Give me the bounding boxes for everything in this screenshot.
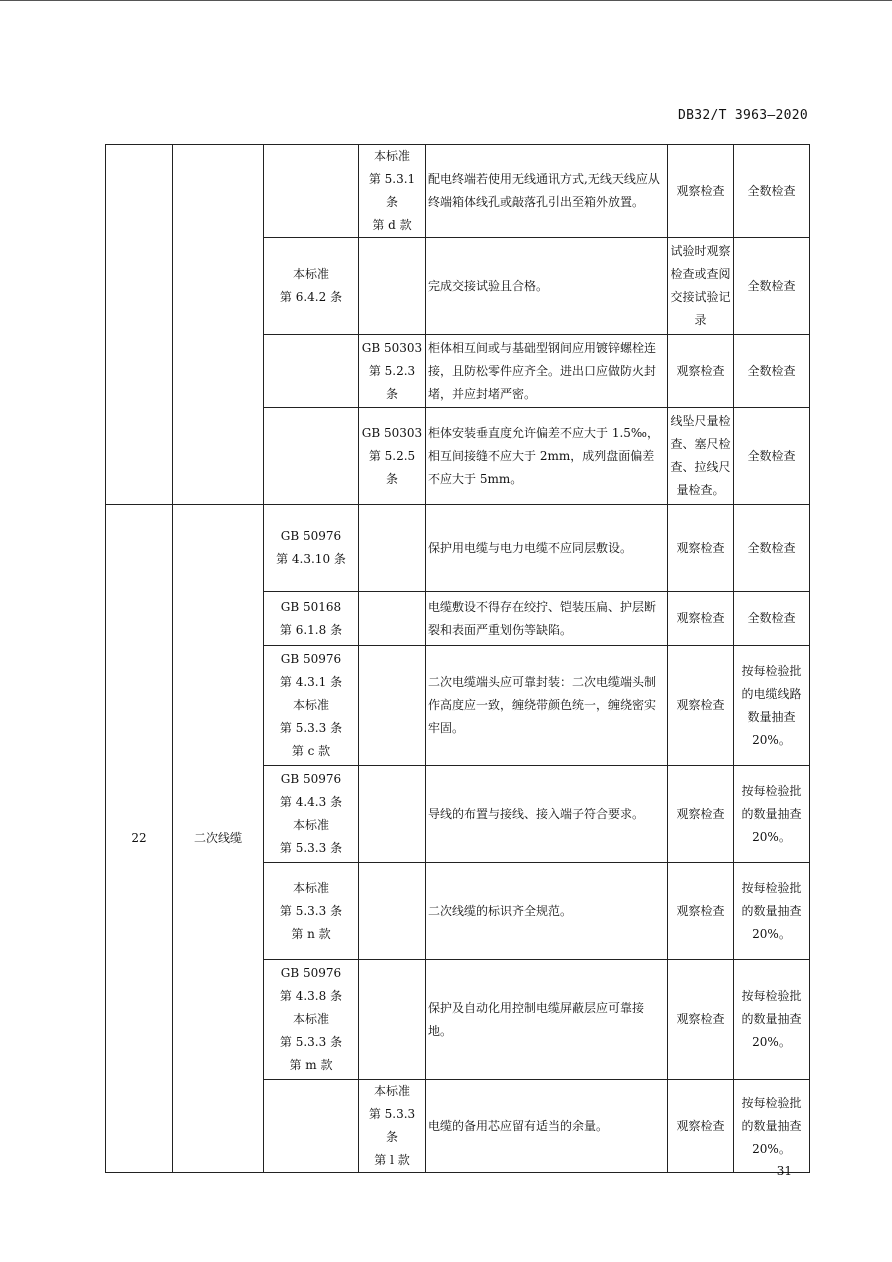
basis-b-cell: GB 50303 第 5.2.3 条 <box>359 335 426 408</box>
content-cell: 保护用电缆与电力电缆不应同层敷设。 <box>426 505 668 592</box>
content-cell: 电缆敷设不得存在绞拧、铠装压扁、护层断裂和表面严重划伤等缺陷。 <box>426 592 668 646</box>
basis-b-cell <box>359 646 426 766</box>
basis-b-cell <box>359 766 426 863</box>
item-name-cell: 二次线缆 <box>173 505 264 1173</box>
scope-cell: 全数检查 <box>734 408 810 505</box>
basis-a-cell: GB 50168 第 6.1.8 条 <box>264 592 359 646</box>
scope-cell: 按每检验批的数量抽查 20%。 <box>734 863 810 960</box>
method-cell: 观察检查 <box>668 960 734 1080</box>
scope-cell: 全数检查 <box>734 592 810 646</box>
content-cell: 完成交接试验且合格。 <box>426 238 668 335</box>
basis-a-cell: 本标准 第 6.4.2 条 <box>264 238 359 335</box>
item-no-cell: 22 <box>106 505 173 1173</box>
basis-a-cell: GB 50976 第 4.3.1 条 本标准 第 5.3.3 条 第 c 款 <box>264 646 359 766</box>
page-number: 31 <box>776 1164 792 1178</box>
basis-b-cell <box>359 863 426 960</box>
inspection-table <box>105 144 810 1173</box>
item-no-cell <box>106 145 173 505</box>
item-name-cell <box>173 145 264 505</box>
content-cell: 二次线缆的标识齐全规范。 <box>426 863 668 960</box>
scope-cell: 按每检验批的数量抽查 20%。 <box>734 1080 810 1173</box>
basis-b-cell <box>359 505 426 592</box>
basis-b-cell <box>359 592 426 646</box>
page-top-border <box>0 0 892 1</box>
basis-a-cell <box>264 408 359 505</box>
basis-b-cell: GB 50303 第 5.2.5 条 <box>359 408 426 505</box>
document-code: DB32/T 3963—2020 <box>677 108 808 123</box>
method-cell: 观察检查 <box>668 863 734 960</box>
content-cell: 配电终端若使用无线通讯方式,无线天线应从终端箱体线孔或敲落孔引出至箱外放置。 <box>426 145 668 238</box>
method-cell: 观察检查 <box>668 766 734 863</box>
content-cell: 柜体安装垂直度允许偏差不应大于 1.5‰，相互间接缝不应大于 2mm，成列盘面偏差不应大于 5mm。 <box>426 408 668 505</box>
basis-b-cell: 本标准 第 5.3.3 条 第 l 款 <box>359 1080 426 1173</box>
content-cell: 保护及自动化用控制电缆屏蔽层应可靠接地。 <box>426 960 668 1080</box>
scope-cell: 全数检查 <box>734 335 810 408</box>
scope-cell: 按每检验批的数量抽查 20%。 <box>734 960 810 1080</box>
table-row <box>106 505 810 592</box>
table-row <box>106 145 810 238</box>
basis-b-cell <box>359 238 426 335</box>
scope-cell: 全数检查 <box>734 505 810 592</box>
method-cell: 观察检查 <box>668 646 734 766</box>
content-cell: 电缆的备用芯应留有适当的余量。 <box>426 1080 668 1173</box>
content-cell: 柜体相互间或与基础型钢间应用镀锌螺栓连接，且防松零件应齐全。进出口应做防火封堵，并应封堵严密。 <box>426 335 668 408</box>
content-cell: 二次电缆端头应可靠封装：二次电缆端头制作高度应一致，缠绕带颜色统一，缠绕密实牢固。 <box>426 646 668 766</box>
basis-a-cell <box>264 1080 359 1173</box>
method-cell: 观察检查 <box>668 1080 734 1173</box>
method-cell: 观察检查 <box>668 145 734 238</box>
scope-cell: 按每检验批的数量抽查 20%。 <box>734 766 810 863</box>
method-cell: 观察检查 <box>668 505 734 592</box>
basis-b-cell: 本标准 第 5.3.1 条 第 d 款 <box>359 145 426 238</box>
basis-b-cell <box>359 960 426 1080</box>
scope-cell: 按每检验批的电缆线路数量抽查 20%。 <box>734 646 810 766</box>
method-cell: 试验时观察检查或查阅交接试验记录 <box>668 238 734 335</box>
basis-a-cell: GB 50976 第 4.3.8 条 本标准 第 5.3.3 条 第 m 款 <box>264 960 359 1080</box>
scope-cell: 全数检查 <box>734 238 810 335</box>
basis-a-cell: GB 50976 第 4.3.10 条 <box>264 505 359 592</box>
basis-a-cell <box>264 145 359 238</box>
scope-cell: 全数检查 <box>734 145 810 238</box>
basis-a-cell: 本标准 第 5.3.3 条 第 n 款 <box>264 863 359 960</box>
basis-a-cell: GB 50976 第 4.4.3 条 本标准 第 5.3.3 条 <box>264 766 359 863</box>
method-cell: 观察检查 <box>668 335 734 408</box>
basis-a-cell <box>264 335 359 408</box>
method-cell: 观察检查 <box>668 592 734 646</box>
method-cell: 线坠尺量检查、塞尺检查、拉线尺量检查。 <box>668 408 734 505</box>
content-cell: 导线的布置与接线、接入端子符合要求。 <box>426 766 668 863</box>
